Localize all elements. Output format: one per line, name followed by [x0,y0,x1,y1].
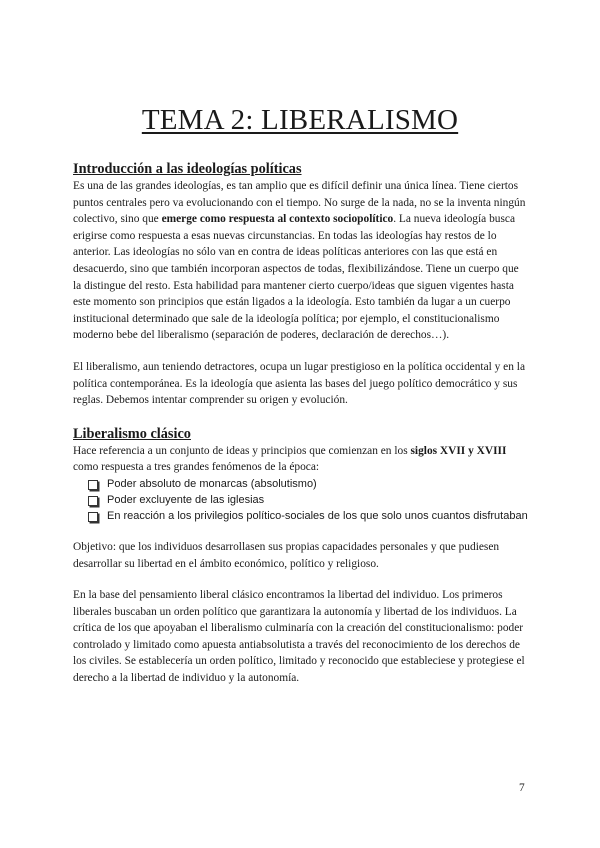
list-item [85,492,529,508]
checkbox-bullet-icon [88,512,98,522]
paragraph-liberalismo-intro [73,443,529,476]
checkbox-bullet-icon [88,480,98,490]
paragraph-text: Es una de las grandes ideologías, es tan amplio que es difícil definir una única línea. Tiene ciertos puntos centrales pero va evolucionando con el tiempo. No surge de la nada, no se la inventa ningún colectivo, sino que [73,180,526,226]
list-item-text: Poder absoluto de monarcas (absolutismo) [107,477,317,490]
spacer [73,409,529,425]
emphasis-text: emerge como respuesta al contexto sociopolítico [161,213,394,226]
paragraph-text: . La nueva ideología busca erigirse como respuesta a esas nuevas circunstancias. En todas las ideologías hay restos de lo anterior. Las ideologías no sólo van en contra de ideas políticas anteriores con las que está en desacuerdo, sino que también incorporan aspectos de todas, flexibilizándose. Tiene un cuerpo que la distingue del resto. Esta habilidad para mantener cierto cuerpo/ideas que siguen vigentes hasta este momento son principios que están ligados a la ideología. Esto también da lugar a un cuerpo institucional determinado que sale de la ideología política; por ejemplo, el constitucionalismo moderno bebe del liberalismo (separación de poderes, declaración de derechos…). [73,213,519,342]
paragraph-base-pensamiento: En la base del pensamiento liberal clásico encontramos la libertad del individuo. Los primeros liberales buscaban un orden político que garantizara la autonomía y libertad de los individuos. La crítica de los que apoyaban el liberalismo culminaría con la creación del constitucionalismo: poder controlado y limitado como apuesta antiabsolutista a través del reconocimiento de los derechos de los civiles. Se establecería un orden político, limitado y reconocido que estableciese y protegiese el derecho a la libertad de individuo y la autonomía. [73,589,525,685]
list-item [85,508,529,524]
document-title: TEMA 2: LIBERALISMO [141,104,459,136]
emphasis-text: siglos XVII y XVIII [410,444,507,457]
checkbox-bullet-icon [88,496,98,506]
paragraph-introduccion-1 [73,178,529,344]
list-item [85,476,529,492]
spacer [73,572,529,587]
spacer [73,524,529,539]
list-item-text: En reacción a los privilegios político-sociales de los que solo unos cuantos disfrutaban [107,509,528,522]
spacer [73,344,529,359]
section-heading-introduccion: Introducción a las ideologías políticas [73,161,302,177]
paragraph-text: Hace referencia a un conjunto de ideas y principios que comienzan en los [73,444,411,457]
section-heading-liberalismo-clasico: Liberalismo clásico [73,425,191,442]
page-number: 7 [519,782,525,794]
paragraph-text: como respuesta a tres grandes fenómenos de la época: [73,461,320,474]
document-body [73,160,529,687]
bullet-list [73,476,529,524]
paragraph-objetivo: Objetivo: que los individuos desarrollasen sus propias capacidades personales y que pudiesen desarrollar su libertad en el ámbito económico, político y religioso. [73,540,500,570]
paragraph-introduccion-2: El liberalismo, aun teniendo detractores, ocupa un lugar prestigioso en la política occidental y en la política contemporánea. Es la ideología que asienta las bases del juego político democrático y sus reglas. Debemos intentar comprender su origen y evolución. [73,360,525,407]
list-item-text: Poder excluyente de las iglesias [107,493,265,506]
